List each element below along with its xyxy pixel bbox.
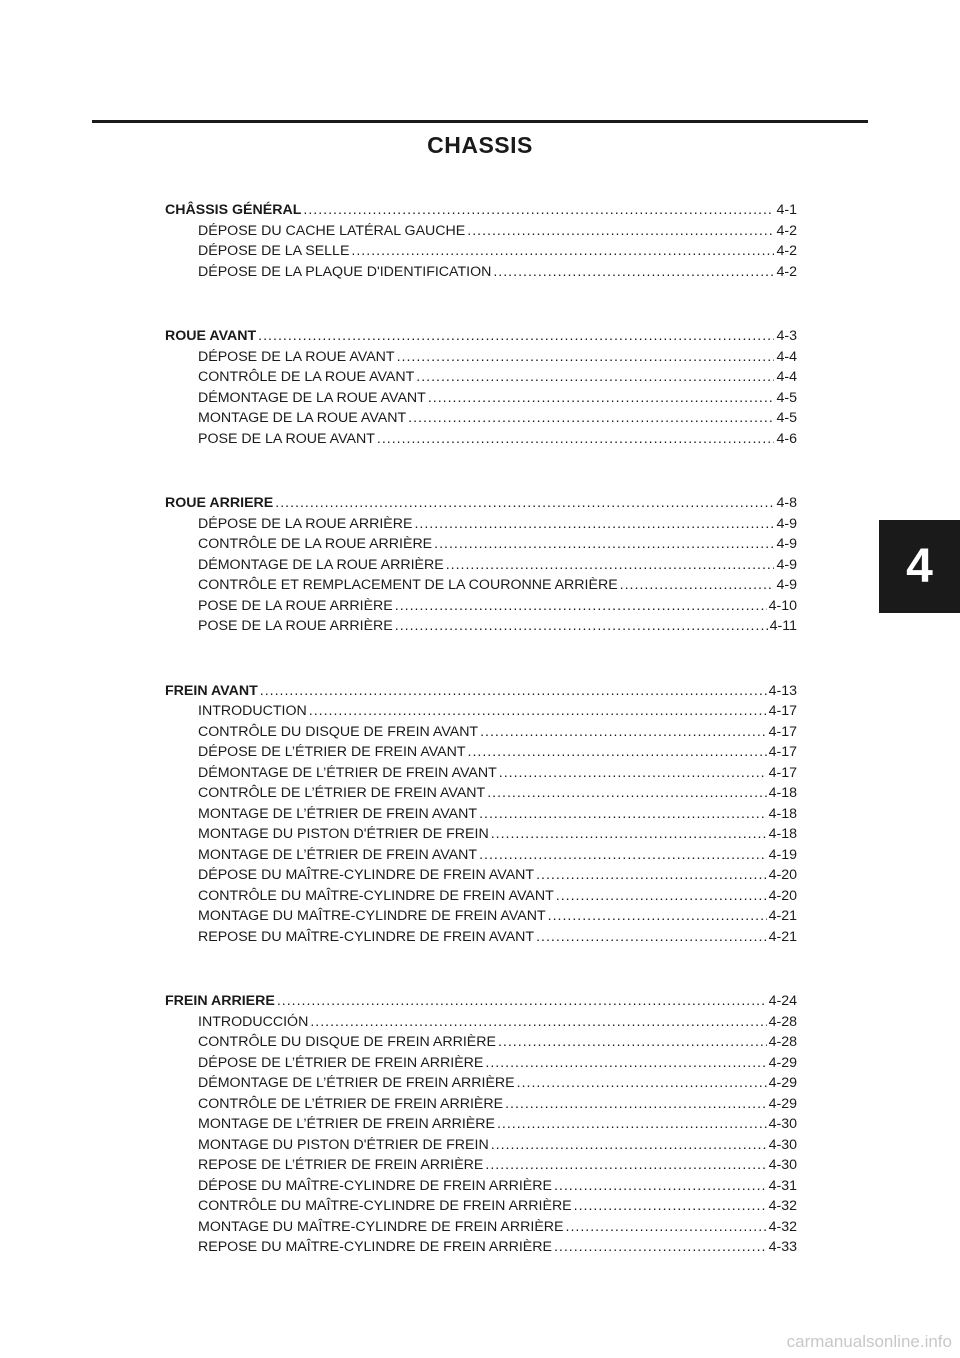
toc-entry[interactable] xyxy=(165,429,797,450)
toc-leader-dots xyxy=(566,1217,767,1238)
toc-page-number: 4-10 xyxy=(768,597,797,614)
toc-heading-label: ROUE AVANT xyxy=(165,328,257,344)
toc-entry[interactable] xyxy=(165,1053,797,1074)
toc-page-number: 4-19 xyxy=(768,846,797,863)
toc-entry[interactable] xyxy=(165,804,797,825)
toc-page-number: 4-21 xyxy=(768,908,797,924)
toc-leader-dots xyxy=(491,824,767,845)
toc-leader-dots xyxy=(485,1155,766,1176)
toc-entry[interactable] xyxy=(165,241,797,262)
toc-entry-label: POSE DE LA ROUE AVANT xyxy=(198,430,375,447)
toc-leader-dots xyxy=(414,514,774,535)
toc-leader-dots xyxy=(446,555,775,576)
toc-entry-label: POSE DE LA ROUE ARRIÈRE xyxy=(198,618,393,634)
toc-entry[interactable] xyxy=(165,534,797,555)
toc-entry[interactable] xyxy=(165,1196,797,1217)
toc-page-number: 4-18 xyxy=(768,785,797,801)
toc-entry[interactable] xyxy=(165,906,797,927)
toc-page-number: 4-13 xyxy=(768,682,797,699)
toc-page-number: 4-29 xyxy=(768,1075,797,1091)
toc-entry[interactable] xyxy=(165,742,797,763)
toc-leader-dots xyxy=(498,1032,767,1053)
toc-leader-dots xyxy=(517,1073,767,1094)
toc-leader-dots xyxy=(428,388,775,409)
toc-entry[interactable] xyxy=(165,514,797,535)
toc-entry[interactable] xyxy=(165,555,797,576)
toc-entry[interactable] xyxy=(165,1114,797,1135)
toc-section xyxy=(165,493,797,637)
toc-entry[interactable] xyxy=(165,1032,797,1053)
toc-page-number: 4-1 xyxy=(776,202,797,218)
toc-leader-dots xyxy=(310,1012,766,1033)
toc-leader-dots xyxy=(260,681,767,702)
toc-leader-dots xyxy=(303,200,774,221)
toc-leader-dots xyxy=(497,1114,767,1135)
toc-entry-label: DÉPOSE DE L’ÉTRIER DE FREIN AVANT xyxy=(198,744,466,760)
toc-entry-label: DÉPOSE DU MAÎTRE-CYLINDRE DE FREIN ARRIÈRE xyxy=(198,1177,552,1194)
toc-entry-label: CONTRÔLE DE LA ROUE AVANT xyxy=(198,369,415,385)
toc-entry-label: DÉPOSE DE L’ÉTRIER DE FREIN ARRIÈRE xyxy=(198,1054,484,1071)
page-title: CHASSIS xyxy=(427,132,533,158)
toc-page-number: 4-24 xyxy=(768,993,797,1009)
toc-page-number: 4-33 xyxy=(768,1239,797,1255)
toc-heading[interactable] xyxy=(165,326,797,347)
toc-entry[interactable] xyxy=(165,1155,797,1176)
table-of-contents xyxy=(165,200,797,1302)
toc-entry-label: CONTRÔLE ET REMPLACEMENT DE LA COURONNE ARRIÈRE xyxy=(198,577,618,593)
toc-heading-label: FREIN ARRIERE xyxy=(165,993,275,1009)
toc-page-number: 4-9 xyxy=(776,577,797,593)
toc-page-number: 4-4 xyxy=(776,369,797,385)
toc-entry-label: MONTAGE DU MAÎTRE-CYLINDRE DE FREIN ARRIÈRE xyxy=(198,1218,564,1235)
toc-leader-dots xyxy=(395,616,768,637)
toc-page-number: 4-17 xyxy=(768,744,797,760)
toc-leader-dots xyxy=(479,845,767,866)
toc-entry-label: DÉPOSE DE LA PLAQUE D'IDENTIFICATION xyxy=(198,263,492,280)
toc-entry[interactable] xyxy=(165,408,797,429)
toc-leader-dots xyxy=(487,783,766,804)
toc-entry-label: DÉPOSE DE LA ROUE AVANT xyxy=(198,348,395,365)
toc-entry-label: REPOSE DU MAÎTRE-CYLINDRE DE FREIN AVANT xyxy=(198,928,535,945)
toc-page-number: 4-30 xyxy=(768,1136,797,1153)
toc-entry-label: DÉPOSE DU MAÎTRE-CYLINDRE DE FREIN AVANT xyxy=(198,867,535,883)
toc-page-number: 4-21 xyxy=(768,928,797,945)
toc-leader-dots xyxy=(397,347,775,368)
toc-entry-label: CONTRÔLE DE L’ÉTRIER DE FREIN AVANT xyxy=(198,785,486,801)
toc-leader-dots xyxy=(548,906,767,927)
toc-leader-dots xyxy=(499,763,767,784)
toc-page-number: 4-2 xyxy=(776,222,797,239)
toc-leader-dots xyxy=(467,221,774,242)
toc-leader-dots xyxy=(554,1237,767,1258)
toc-leader-dots xyxy=(505,1094,767,1115)
toc-entry-label: CONTRÔLE DU MAÎTRE-CYLINDRE DE FREIN AVANT xyxy=(198,887,554,904)
toc-entry[interactable] xyxy=(165,596,797,617)
toc-leader-dots xyxy=(620,575,775,596)
toc-section xyxy=(165,991,797,1258)
toc-heading-label: CHÂSSIS GÉNÉRAL xyxy=(165,202,302,218)
toc-entry[interactable] xyxy=(165,388,797,409)
toc-heading[interactable] xyxy=(165,991,797,1012)
toc-page-number: 4-28 xyxy=(768,1013,797,1030)
toc-entry-label: MONTAGE DE L’ÉTRIER DE FREIN AVANT xyxy=(198,805,478,822)
toc-page-number: 4-17 xyxy=(768,703,797,719)
toc-page-number: 4-6 xyxy=(776,430,797,447)
toc-leader-dots xyxy=(351,241,774,262)
toc-page-number: 4-2 xyxy=(776,243,797,259)
toc-page-number: 4-32 xyxy=(768,1218,797,1235)
toc-leader-dots xyxy=(277,991,767,1012)
toc-leader-dots xyxy=(468,742,767,763)
toc-page-number: 4-8 xyxy=(776,495,797,511)
toc-leader-dots xyxy=(536,865,767,886)
toc-entry-label: MONTAGE DE L’ÉTRIER DE FREIN ARRIÈRE xyxy=(198,1116,495,1132)
toc-leader-dots xyxy=(536,927,767,948)
toc-entry-label: MONTAGE DE LA ROUE AVANT xyxy=(198,410,407,426)
toc-page-number: 4-5 xyxy=(776,410,797,426)
toc-page-number: 4-17 xyxy=(768,764,797,781)
toc-entry-label: MONTAGE DU PISTON D'ÉTRIER DE FREIN xyxy=(198,826,489,842)
toc-entry-label: CONTRÔLE DE L’ÉTRIER DE FREIN ARRIÈRE xyxy=(198,1095,504,1112)
toc-page-number: 4-4 xyxy=(776,348,797,365)
toc-leader-dots xyxy=(408,408,774,429)
toc-page-number: 4-32 xyxy=(768,1198,797,1214)
toc-entry-label: DÉPOSE DE LA ROUE ARRIÈRE xyxy=(198,515,413,532)
toc-entry-label: INTRODUCTION xyxy=(198,703,307,719)
toc-entry-label: INTRODUCCIÓN xyxy=(198,1013,309,1030)
toc-page-number: 4-31 xyxy=(768,1177,797,1194)
toc-entry-label: REPOSE DU MAÎTRE-CYLINDRE DE FREIN ARRIÈRE xyxy=(198,1239,552,1255)
toc-leader-dots xyxy=(377,429,775,450)
toc-entry[interactable] xyxy=(165,845,797,866)
toc-heading[interactable] xyxy=(165,681,797,702)
chapter-tab-number: 4 xyxy=(906,540,933,593)
toc-entry-label: DÉMONTAGE DE L’ÉTRIER DE FREIN ARRIÈRE xyxy=(198,1075,515,1091)
toc-leader-dots xyxy=(275,493,774,514)
toc-leader-dots xyxy=(554,1176,767,1197)
chapter-tab xyxy=(879,520,960,613)
top-rule xyxy=(92,120,868,123)
toc-entry[interactable] xyxy=(165,763,797,784)
toc-section xyxy=(165,200,797,282)
toc-entry[interactable] xyxy=(165,1237,797,1258)
toc-entry[interactable] xyxy=(165,575,797,596)
toc-page-number: 4-20 xyxy=(768,887,797,904)
toc-entry-label: CONTRÔLE DU DISQUE DE FREIN ARRIÈRE xyxy=(198,1034,496,1050)
toc-page-number: 4-30 xyxy=(768,1116,797,1132)
toc-entry[interactable] xyxy=(165,367,797,388)
toc-page-number: 4-9 xyxy=(776,515,797,532)
toc-entry-label: CONTRÔLE DU DISQUE DE FREIN AVANT xyxy=(198,723,479,740)
toc-leader-dots xyxy=(258,326,774,347)
toc-entry[interactable] xyxy=(165,1012,797,1033)
toc-page-number: 4-9 xyxy=(776,536,797,552)
toc-heading-label: FREIN AVANT xyxy=(165,682,258,699)
toc-leader-dots xyxy=(574,1196,767,1217)
toc-page-number: 4-18 xyxy=(768,805,797,822)
toc-entry[interactable] xyxy=(165,1135,797,1156)
toc-leader-dots xyxy=(491,1135,767,1156)
toc-entry[interactable] xyxy=(165,616,797,637)
toc-leader-dots xyxy=(485,1053,766,1074)
toc-page-number: 4-18 xyxy=(768,826,797,842)
toc-page-number: 4-28 xyxy=(768,1034,797,1050)
toc-entry[interactable] xyxy=(165,886,797,907)
toc-page-number: 4-29 xyxy=(768,1095,797,1112)
toc-page-number: 4-2 xyxy=(776,263,797,280)
toc-page-number: 4-5 xyxy=(776,389,797,406)
toc-entry-label: DÉPOSE DE LA SELLE xyxy=(198,243,350,259)
toc-leader-dots xyxy=(479,804,767,825)
toc-entry[interactable] xyxy=(165,1094,797,1115)
toc-entry[interactable] xyxy=(165,1217,797,1238)
toc-heading[interactable] xyxy=(165,200,797,221)
toc-entry-label: DÉMONTAGE DE LA ROUE ARRIÈRE xyxy=(198,556,444,573)
toc-leader-dots xyxy=(493,262,774,283)
toc-entry-label: POSE DE LA ROUE ARRIÈRE xyxy=(198,597,393,614)
toc-page-number: 4-29 xyxy=(768,1054,797,1071)
toc-heading-label: ROUE ARRIERE xyxy=(165,495,274,511)
toc-page-number: 4-20 xyxy=(768,867,797,883)
toc-page-number: 4-3 xyxy=(776,328,797,344)
toc-leader-dots xyxy=(434,534,774,555)
toc-heading[interactable] xyxy=(165,493,797,514)
toc-page-number: 4-30 xyxy=(768,1157,797,1173)
toc-entry-label: MONTAGE DU MAÎTRE-CYLINDRE DE FREIN AVANT xyxy=(198,908,546,924)
toc-section xyxy=(165,326,797,449)
watermark: carmanualsonline.info xyxy=(786,1332,952,1351)
toc-entry-label: CONTRÔLE DE LA ROUE ARRIÈRE xyxy=(198,536,433,552)
toc-page-number: 4-17 xyxy=(768,723,797,740)
toc-entry-label: CONTRÔLE DU MAÎTRE-CYLINDRE DE FREIN ARRIÈRE xyxy=(198,1198,572,1214)
toc-entry-label: DÉPOSE DU CACHE LATÉRAL GAUCHE xyxy=(198,222,466,239)
toc-leader-dots xyxy=(416,367,774,388)
toc-leader-dots xyxy=(556,886,767,907)
toc-entry-label: MONTAGE DU PISTON D'ÉTRIER DE FREIN xyxy=(198,1136,489,1153)
toc-entry[interactable] xyxy=(165,347,797,368)
toc-leader-dots xyxy=(480,722,766,743)
toc-entry[interactable] xyxy=(165,262,797,283)
toc-entry[interactable] xyxy=(165,927,797,948)
toc-page-number: 4-11 xyxy=(769,618,797,634)
toc-section xyxy=(165,681,797,948)
toc-leader-dots xyxy=(309,701,767,722)
toc-leader-dots xyxy=(395,596,767,617)
toc-entry[interactable] xyxy=(165,221,797,242)
toc-entry[interactable] xyxy=(165,701,797,722)
toc-entry[interactable] xyxy=(165,783,797,804)
toc-entry-label: REPOSE DE L’ÉTRIER DE FREIN ARRIÈRE xyxy=(198,1157,484,1173)
toc-entry-label: DÉMONTAGE DE LA ROUE AVANT xyxy=(198,389,426,406)
toc-entry[interactable] xyxy=(165,722,797,743)
toc-entry-label: MONTAGE DE L’ÉTRIER DE FREIN AVANT xyxy=(198,846,478,863)
toc-entry[interactable] xyxy=(165,824,797,845)
toc-entry[interactable] xyxy=(165,1176,797,1197)
toc-page-number: 4-9 xyxy=(776,556,797,573)
toc-entry[interactable] xyxy=(165,865,797,886)
toc-entry[interactable] xyxy=(165,1073,797,1094)
toc-entry-label: DÉMONTAGE DE L’ÉTRIER DE FREIN AVANT xyxy=(198,764,497,781)
